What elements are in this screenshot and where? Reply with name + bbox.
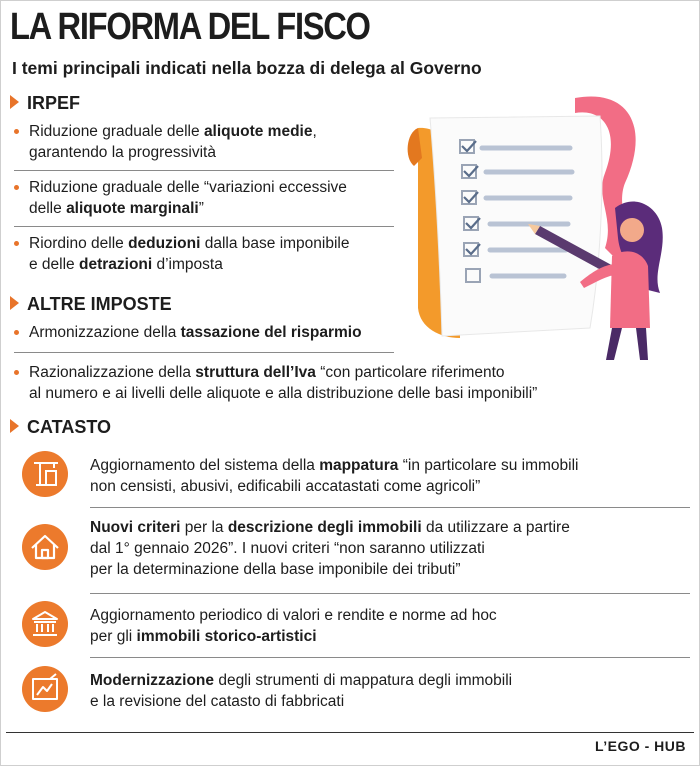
text: garantendo la progressività — [29, 144, 216, 161]
section-irpef — [10, 93, 80, 114]
text-bold: aliquote marginali — [66, 200, 199, 217]
text-bold: immobili storico-artistici — [136, 628, 317, 645]
divider — [90, 593, 690, 594]
text: per la — [180, 519, 228, 536]
text: “con particolare riferimento — [315, 364, 505, 381]
document-illustration — [400, 88, 690, 363]
text-bold: tassazione del risparmio — [180, 324, 362, 341]
dot-bullet-icon — [14, 129, 19, 134]
text-bold: struttura dell’Iva — [195, 364, 316, 381]
section-label: ALTRE IMPOSTE — [27, 294, 172, 314]
blueprint-icon — [22, 666, 68, 712]
section-catasto — [10, 417, 111, 438]
text: per la determinazione della base imponibile dei tributi” — [90, 561, 461, 578]
classical-building-icon — [22, 601, 68, 647]
divider — [90, 507, 690, 508]
credit-label: L’EGO - HUB — [594, 738, 686, 754]
text-bold: Nuovi criteri — [90, 519, 181, 536]
catasto-item-text — [90, 517, 570, 580]
divider — [14, 226, 394, 227]
text: non censisti, abusivi, edificabili accatastati come agricoli” — [90, 478, 481, 495]
text: al numero e ai livelli delle aliquote e alla distribuzione delle basi imponibili” — [29, 385, 538, 402]
text: dal 1° gennaio 2026”. I nuovi criteri “non saranno utilizzati — [90, 540, 485, 557]
divider — [14, 170, 394, 171]
text: Riduzione graduale delle “variazioni eccessive — [29, 179, 347, 196]
text: Aggiornamento del sistema della — [90, 457, 320, 474]
text: Riduzione graduale delle — [29, 123, 204, 140]
triangle-bullet-icon — [10, 296, 19, 310]
text-bold: descrizione degli immobili — [227, 519, 422, 536]
section-label: CATASTO — [27, 417, 111, 437]
text: Razionalizzazione della — [29, 364, 196, 381]
text: , — [312, 123, 317, 140]
text: delle — [29, 200, 67, 217]
text-bold: Modernizzazione — [90, 672, 215, 689]
catasto-item-text — [90, 605, 497, 647]
divider — [90, 657, 690, 658]
dot-bullet-icon — [14, 185, 19, 190]
text: Armonizzazione della — [29, 324, 181, 341]
text: e la revisione del catasto di fabbricati — [90, 693, 345, 710]
text: Riordino delle — [29, 235, 129, 252]
dot-bullet-icon — [14, 241, 19, 246]
text: degli strumenti di mappatura degli immobili — [214, 672, 513, 689]
text: Aggiornamento periodico di valori e rendite e norme ad hoc — [90, 607, 497, 624]
divider — [14, 352, 394, 353]
section-label: IRPEF — [27, 93, 81, 113]
footer-divider — [6, 732, 694, 733]
house-icon — [22, 524, 68, 570]
text: da utilizzare a partire — [421, 519, 570, 536]
text: e delle — [29, 256, 79, 273]
text: d’imposta — [152, 256, 223, 273]
text: dalla base imponibile — [200, 235, 350, 252]
text: ” — [198, 200, 204, 217]
text-bold: deduzioni — [128, 235, 201, 252]
text-bold: mappatura — [319, 457, 399, 474]
triangle-bullet-icon — [10, 419, 19, 433]
catasto-item-text — [90, 455, 578, 497]
text: per gli — [90, 628, 137, 645]
section-altre-imposte — [10, 294, 172, 315]
catasto-item-text — [90, 670, 512, 712]
triangle-bullet-icon — [10, 95, 19, 109]
page-subtitle: I temi principali indicati nella bozza di delega al Governo — [12, 58, 482, 78]
page-title: LA RIFORMA DEL FISCO — [10, 6, 370, 48]
dot-bullet-icon — [14, 370, 19, 375]
text-bold: detrazioni — [78, 256, 153, 273]
crane-building-icon — [22, 451, 68, 497]
text-bold: aliquote medie — [203, 123, 313, 140]
text: “in particolare su immobili — [398, 457, 579, 474]
dot-bullet-icon — [14, 330, 19, 335]
